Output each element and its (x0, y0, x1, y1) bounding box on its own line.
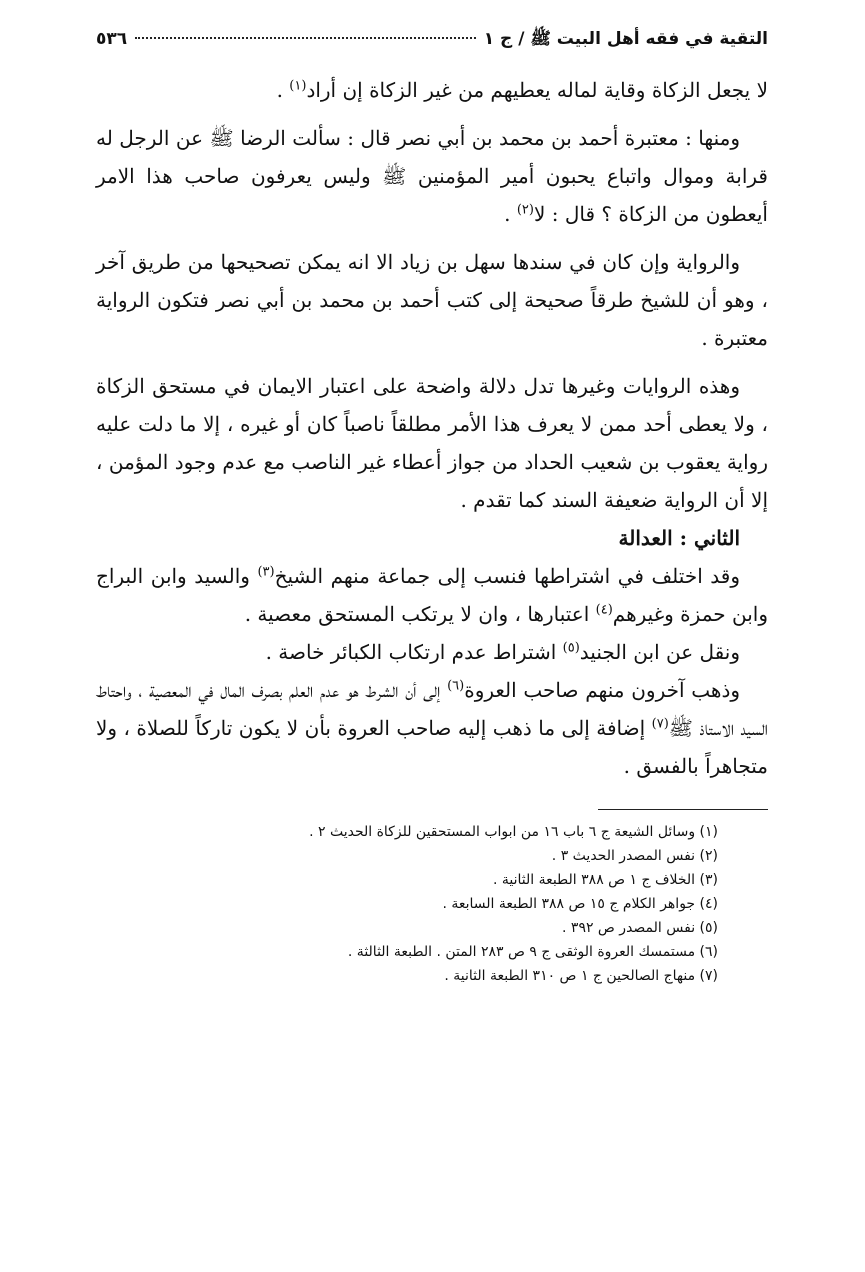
footnote-ref-5: (٥) (562, 640, 580, 656)
paragraph-1: لا يجعل الزكاة وقاية لماله يعطيهم من غير الزكاة إن أراد$^{(١)}$ . (276, 78, 768, 102)
footnote-ref-6: (٦) (447, 678, 465, 694)
footnote-4: (٤) جواهر الكلام ج ١٥ ص ٣٨٨ الطبعة السابعة . (442, 896, 718, 912)
book-page (96, 28, 768, 988)
paragraph-4: وهذه الروايات وغيرها تدل دلالة واضحة على اعتبار الايمان في مستحق الزكاة ، ولا يعطى أحد ممن لا يعرف هذا الأمر مطلقاً ناصباً كان أو غيره ، إلا ما دلت عليه رواية يعقوب بن شعيب الحداد من جواز أعطاء غير الناصب مع عدم وجود المؤمن ، إلا أن الرواية ضعيفة السند كما تقدم . (96, 374, 768, 512)
footnote-5: (٥) نفس المصدر ص ٣٩٢ . (562, 920, 718, 936)
footnote-ref-3: (٣) (257, 564, 275, 580)
paragraph-2: ومنها : معتبرة أحمد بن محمد بن أبي نصر قال : سألت الرضا ﷺ عن الرجل له قرابة وموال واتباع يحبون أمير المؤمنين ﷺ وليس يعرفون صاحب هذا الامر أيعطون من الزكاة ؟ قال : لا$^{(٢)}$ . (96, 126, 768, 226)
paragraph-7: وذهب آخرون منهم صاحب العروة$^{(٦)}$ إلى أن الشرط هو عدم العلم بصرف المال في المعصية ، واحتاط السيد الاستاذ ﷺ$^{(٧)}$ إضافة إلى ما ذهب إليه صاحب العروة بأن لا يكون تاركاً للصلاة ، ولا متجاهراً بالفسق . (96, 678, 769, 778)
footnote-ref-4: (٤) (595, 602, 613, 618)
footnote-7: (٧) منهاج الصالحين ج ١ ص ٣١٠ الطبعة الثانية . (444, 968, 718, 984)
footnote-6: (٦) مستمسك العروة الوثقى ج ٩ ص ٢٨٣ المتن . الطبعة الثالثة . (347, 944, 718, 960)
header-dot-leader (135, 37, 476, 39)
main-text (96, 71, 768, 785)
footnote-2: (٢) نفس المصدر الحديث ٣ . (551, 848, 718, 864)
header-title: التقية في فقه أهل البيت ﷺ / ج ١ (483, 29, 768, 49)
paragraph-6: ونقل عن ابن الجنيد$^{(٥)}$ اشتراط عدم ارتكاب الكبائر خاصة . (265, 640, 740, 664)
footnote-ref-2: (٢) (516, 202, 534, 218)
footnote-1: (١) وسائل الشيعة ج ٦ باب ١٦ من ابواب المستحقين للزكاة الحديث ٢ . (309, 824, 718, 840)
running-header (96, 28, 768, 57)
footnotes (96, 820, 768, 988)
footnote-ref-1: (١) (289, 78, 307, 94)
section-heading: الثاني : العدالة (618, 526, 740, 550)
footnote-ref-7: (٧) (651, 716, 669, 732)
paragraph-5: وقد اختلف في اشتراطها فنسب إلى جماعة منهم الشيخ$^{(٣)}$ والسيد وابن البراج وابن حمزة وغيرهم$^{(٤)}$ اعتبارها ، وان لا يرتكب المستحق معصية . (96, 564, 768, 626)
page-number: ٥٣٦ (96, 29, 128, 49)
footnote-3: (٣) الخلاف ج ١ ص ٣٨٨ الطبعة الثانية . (492, 872, 718, 888)
paragraph-3: والرواية وإن كان في سندها سهل بن زياد الا انه يمكن تصحيحها من طريق آخر ، وهو أن للشيخ طرقاً صحيحة إلى كتب أحمد بن محمد بن أبي نصر فتكون الرواية معتبرة . (96, 250, 768, 350)
footnote-separator (598, 809, 768, 810)
